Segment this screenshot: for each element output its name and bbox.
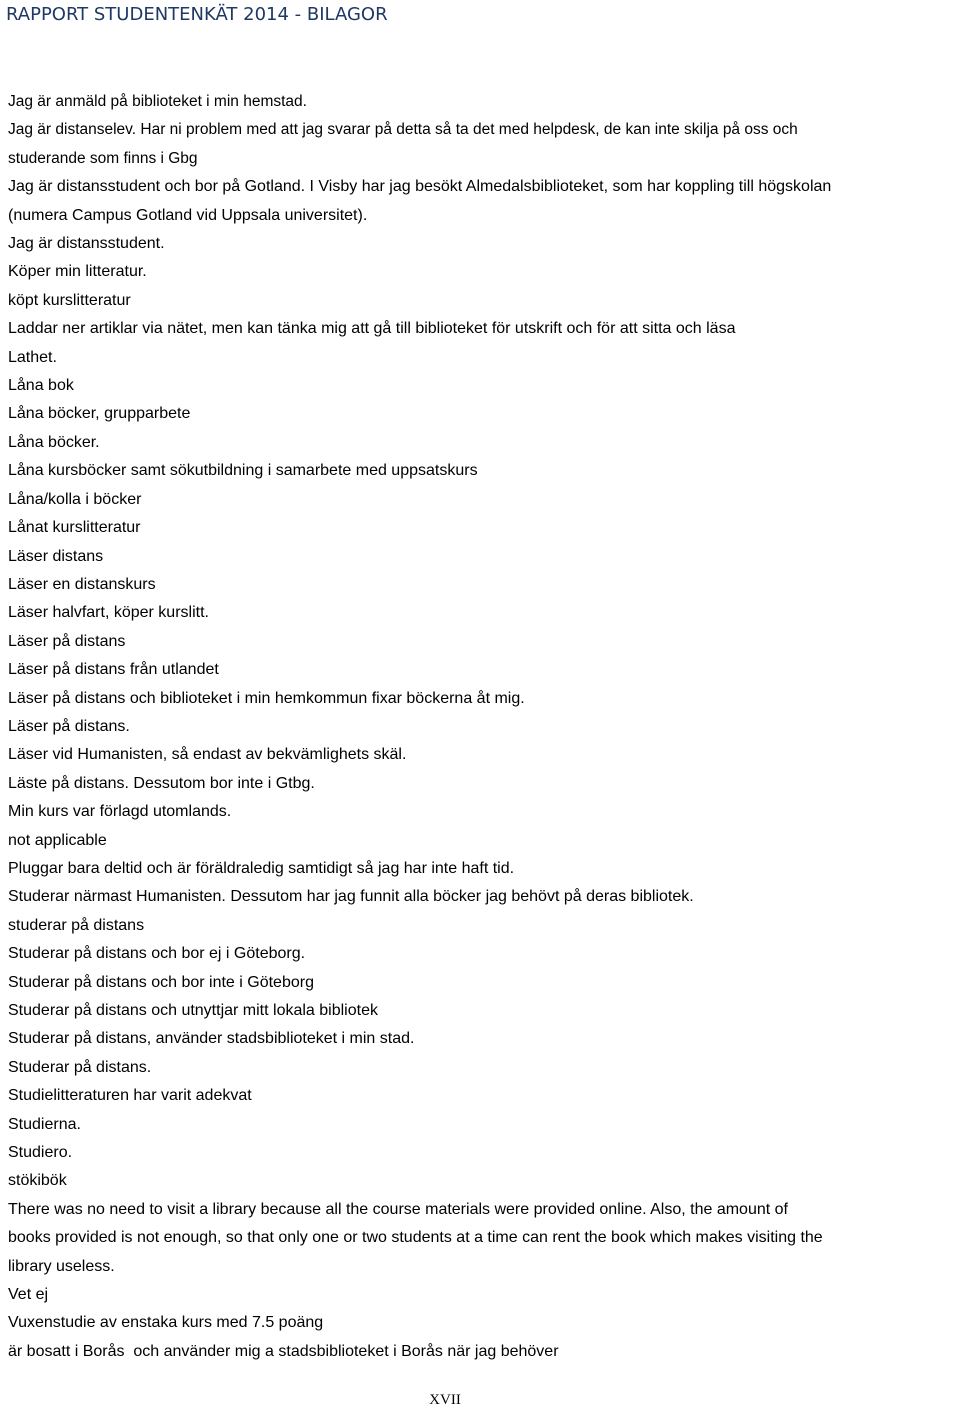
response-line: Studierna. [8,1115,81,1133]
page-header-title: RAPPORT STUDENTENKÄT 2014 - BILAGOR [6,4,388,25]
response-line: Jag är distansstudent. [8,235,165,253]
response-line: Lathet. [8,348,57,366]
response-line: Studielitteraturen har varit adekvat [8,1087,252,1105]
response-line: Läser distans [8,547,104,565]
response-line: Vet ej [8,1286,49,1304]
response-line: studerar på distans [8,916,145,934]
response-line: Låna/kolla i böcker [8,490,142,508]
response-line: köpt kurslitteratur [8,291,131,309]
response-line: books provided is not enough, so that only one or two students at a time can rent the book which makes visiting the [8,1229,823,1247]
response-line: Låna bok [8,377,74,395]
response-line: Läser vid Humanisten, så endast av bekvämlighets skäl. [8,746,407,764]
response-line: Läser på distans från utlandet [8,661,219,679]
response-line: Lånat kurslitteratur [8,519,141,537]
response-line: Jag är anmäld på biblioteket i min hemstad. [8,93,307,110]
response-line: Låna böcker, grupparbete [8,405,191,423]
response-line: Läser på distans [8,632,126,650]
response-line: library useless. [8,1257,115,1275]
response-line: stökibök [8,1172,67,1190]
response-line: Läser halvfart, köper kurslitt. [8,604,209,622]
response-line: Vuxenstudie av enstaka kurs med 7.5 poäng [8,1314,324,1332]
response-list [8,88,958,1366]
response-line: Jag är distansstudent och bor på Gotland. I Visby har jag besökt Almedalsbiblioteket, som har koppling till högskolan [8,178,832,196]
response-line: Laddar ner artiklar via nätet, men kan tänka mig att gå till biblioteket för utskrift och för att sitta och läsa [8,320,736,338]
response-line: Studerar på distans. [8,1058,152,1076]
response-line: Min kurs var förlagd utomlands. [8,803,232,821]
response-line: Studerar på distans och bor ej i Göteborg. [8,945,306,963]
response-line: Studerar närmast Humanisten. Dessutom har jag funnit alla böcker jag behövt på deras bibliotek. [8,888,694,906]
response-line: not applicable [8,831,107,849]
response-line: Läser på distans. [8,717,130,735]
response-line: Studerar på distans, använder stadsbiblioteket i min stad. [8,1030,415,1048]
response-line: Läste på distans. Dessutom bor inte i Gtbg. [8,774,315,792]
response-line: är bosatt i Borås och använder mig a stadsbiblioteket i Borås när jag behöver [8,1342,559,1360]
response-line: There was no need to visit a library because all the course materials were provided online. Also, the amount of [8,1200,788,1218]
page-number: XVII [429,1392,461,1408]
response-line: Studerar på distans och bor inte i Göteborg [8,973,314,991]
response-line: Pluggar bara deltid och är föräldraledig samtidigt så jag har inte haft tid. [8,859,515,877]
response-line: Låna kursböcker samt sökutbildning i samarbete med uppsatskurs [8,462,478,480]
response-line: Köper min litteratur. [8,263,147,281]
response-line: Läser på distans och biblioteket i min hemkommun fixar böckerna åt mig. [8,689,525,707]
response-line: Läser en distanskurs [8,575,156,593]
response-line: Studerar på distans och utnyttjar mitt lokala bibliotek [8,1002,378,1019]
response-line: Studiero. [8,1144,73,1162]
response-line: Jag är distanselev. Har ni problem med att jag svarar på detta så ta det med helpdesk, de kan inte skilja på oss och [8,121,798,139]
response-line: Låna böcker. [8,433,100,451]
response-line: (numera Campus Gotland vid Uppsala universitet). [8,206,368,224]
response-line: studerande som finns i Gbg [8,149,198,167]
